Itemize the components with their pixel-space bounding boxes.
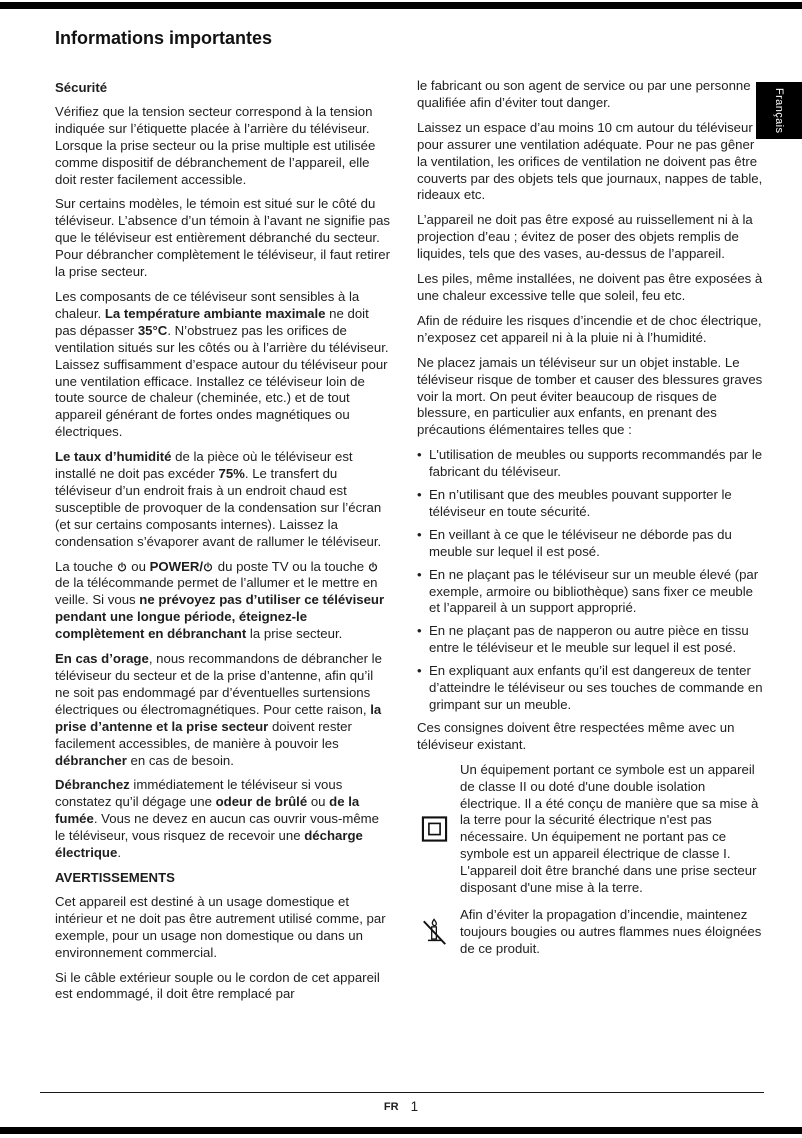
text-run: En ne plaçant pas le téléviseur sur un meuble élevé (par exemple, armoire ou bibliothèque) sans fixer ce meuble et l’appareil à un support approprié. (429, 566, 759, 616)
section-heading (55, 870, 391, 887)
text-run: Le taux d’humidité (55, 449, 172, 465)
text-run: , nous recommandons de débrancher le téléviseur du secteur et de la prise d’antenne, afin qu’il ne soit pas endommagé par d’éventuelles surtensions électriques ou électromagnétiques. Pour cette raison, (55, 651, 382, 717)
text-run: immédiatement le téléviseur si vous constatez qu’il dégage une (55, 777, 343, 810)
paragraph (417, 212, 764, 263)
text-run: Si le câble extérieur souple ou le cordon de cet appareil est endommagé, il doit être remplacé par (55, 969, 380, 1002)
bullet-marker: • (417, 623, 422, 639)
text-run: de la télécommande permet de l’allumer et le mettre en veille. Si vous (55, 575, 378, 608)
text-run: débrancher (55, 752, 127, 768)
page-title: Informations importantes (55, 28, 273, 48)
text-run: Un équipement portant ce symbole est un appareil de classe II ou doté d'une double isolation électrique. Il a été conçu de manière que sa mise à la terre pour la sécurité électrique n'est pas nécessaire. Un équipement ne portant pas ce symbole est un appareil électrique de classe I. L'appareil doit être branché dans une prise secteur disposant d'une mise à la terre. (460, 761, 759, 896)
bullet-item (417, 447, 764, 481)
double-insulation-icon (417, 815, 451, 843)
bottom-rule-bar (0, 1127, 802, 1134)
text-run: Cet appareil est destiné à un usage domestique et intérieur et ne doit pas être autrement utilisé comme, par exemple, pour un usage non domestique ou dans un environnement commercial. (55, 893, 386, 960)
text-run: ne prévoyez pas d’utiliser ce téléviseur pendant une longue période, éteignez-le complètement en débranchant (55, 592, 385, 642)
text-run: En n’utilisant que des meubles pouvant supporter le téléviseur en toute sécurité. (429, 487, 732, 519)
bullet-marker: • (417, 526, 422, 542)
bullet-text (429, 447, 764, 481)
footer-rule (40, 1092, 764, 1093)
text-run: Les composants de ce téléviseur sont sensibles à la chaleur. (55, 288, 360, 321)
text-run: de la pièce où le téléviseur est installé ne doit pas excéder (55, 449, 353, 482)
paragraph (55, 559, 391, 644)
power-icon (203, 560, 214, 571)
text-run: Ces consignes doivent être respectées même avec un téléviseur existant. (417, 719, 735, 752)
no-open-flames-icon (417, 918, 451, 946)
text-run: Afin de réduire les risques d’incendie et de choc électrique, n’exposez cet appareil ni à la pluie ni à l’humidité. (417, 312, 762, 345)
paragraph (460, 762, 764, 897)
bullet-text (429, 663, 764, 714)
section-heading (55, 80, 391, 97)
paragraph (55, 970, 391, 1004)
paragraph (417, 271, 764, 305)
text-run: AVERTISSEMENTS (55, 869, 175, 885)
text-run: odeur de brûlé (215, 794, 308, 810)
power-icon (117, 560, 128, 571)
text-run: . Le transfert du téléviseur d’un endroit frais à un endroit chaud est susceptible de provoquer de la condensation sur l’écran (et sur certains composants internes). Laissez la condensation s’évaporer avant de rallumer le téléviseur. (55, 466, 382, 549)
content-columns (55, 78, 764, 1011)
power-icon (368, 560, 379, 571)
right-column (417, 78, 764, 1011)
text-run: décharge électrique (55, 828, 363, 861)
bullet-text (429, 527, 764, 561)
text-run: doivent rester facilement accessibles, de manière à pouvoir les (55, 718, 352, 751)
text-run: Ne placez jamais un téléviseur sur un objet instable. Le téléviseur risque de tomber et causer des blessures graves voir la mort. On peut éviter beaucoup de risques de blessure, en particulier aux enfants, en prenant des précautions élémentaires telles que : (417, 354, 763, 438)
text-run: Débranchez (55, 777, 130, 793)
text-run: le fabricant ou son agent de service ou par une personne qualifiée afin d’éviter tout danger. (417, 78, 751, 110)
text-run: du poste TV ou la touche (214, 558, 368, 574)
footer (0, 1098, 802, 1116)
text-run: En veillant à ce que le téléviseur ne déborde pas du meuble sur lequel il est posé. (429, 526, 732, 559)
bullet-item (417, 487, 764, 521)
paragraph (460, 907, 764, 958)
text-run: La température ambiante maximale (104, 305, 326, 321)
text-run: ou (307, 794, 330, 810)
paragraph (55, 196, 391, 281)
left-column (55, 78, 391, 1011)
bullet-text (429, 487, 764, 521)
text-run: ou (127, 558, 150, 574)
text-run: POWER/ (149, 558, 204, 574)
paragraph (417, 313, 764, 347)
text-run: Vérifiez que la tension secteur correspond à la tension indiquée sur l’étiquette placée à l’arrière du téléviseur. Lorsque la prise secteur ou la prise multiple est utilisée comme dispositif de débranchement de l’appareil, elle doit rester facilement accessible. (55, 103, 376, 187)
text-run: En ne plaçant pas de napperon ou autre pièce en tissu entre le téléviseur et le meuble sur lequel il est posé. (429, 623, 749, 656)
text-run: 35°C (137, 322, 168, 338)
bullet-marker: • (417, 447, 422, 463)
paragraph (417, 78, 764, 112)
bullet-item (417, 567, 764, 618)
footer-page-number: 1 (410, 1099, 419, 1114)
bullet-text (429, 567, 764, 618)
text-run: 75% (218, 466, 245, 482)
bullet-marker: • (417, 663, 422, 679)
text-run: La touche (55, 558, 117, 574)
bullet-item (417, 623, 764, 657)
paragraph (417, 120, 764, 205)
text-run: Les piles, même installées, ne doivent pas être exposées à une chaleur excessive telle que soleil, feu etc. (417, 271, 763, 303)
text-run: Laissez un espace d’au moins 10 cm autour du téléviseur pour assurer une ventilation adéquate. Pour ne pas gêner la ventilation, les orifices de ventilation ne doivent pas être couverts par des objets tels que journaux, nappes de table, rideaux etc. (417, 119, 763, 203)
symbol-note (417, 907, 764, 958)
bullet-item (417, 527, 764, 561)
text-run: . (117, 845, 121, 861)
bullet-text (429, 623, 764, 657)
footer-language-code: FR (383, 1101, 399, 1113)
paragraph (417, 720, 764, 754)
paragraph (55, 104, 391, 189)
paragraph (55, 777, 391, 862)
bullet-marker: • (417, 487, 422, 503)
text-run: L’appareil ne doit pas être exposé au ruissellement ni à la projection d’eau ; évitez de poser des objets remplis de liquides, tels que des vases, au-dessus de l’appareil. (417, 212, 753, 262)
text-run: la prise d’antenne et la prise secteur (55, 701, 382, 734)
bullet-item (417, 663, 764, 714)
text-run: Sécurité (55, 80, 108, 95)
text-run: . N’obstruez pas les orifices de ventilation situés sur les côtés ou à l’arrière du téléviseur. Laissez suffisamment d’espace autour du téléviseur pour une ventilation efficace. Installez ce téléviseur loin de toute source de chaleur (cheminée, etc.) et de tout appareil générant de fortes ondes magnétiques ou électriques. (55, 322, 389, 440)
text-run: Afin d’éviter la propagation d’incendie, maintenez toujours bougies ou autres flammes nues éloignées de ce produit. (460, 906, 762, 956)
text-run: en cas de besoin. (126, 752, 234, 768)
text-run: En expliquant aux enfants qu’il est dangereux de tenter d’atteindre le téléviseur ou ses touches de commande en grimpant sur un meuble. (429, 663, 763, 712)
text-run: Sur certains modèles, le témoin est situé sur le côté du téléviseur. L’absence d’un témoin à l’avant ne signifie pas que le téléviseur est entièrement débranché du secteur. Pour débrancher complètement le téléviseur, il faut retirer la prise secteur. (55, 196, 391, 280)
paragraph (55, 651, 391, 769)
symbol-note (417, 762, 764, 897)
bullet-marker: • (417, 566, 422, 582)
paragraph (55, 289, 391, 441)
text-run: la prise secteur. (246, 626, 343, 642)
top-rule-bar (0, 2, 802, 9)
text-run: ne doit pas dépasser (55, 305, 369, 338)
text-run: L'utilisation de meubles ou supports recommandés par le fabricant du téléviseur. (429, 447, 763, 480)
paragraph (417, 355, 764, 440)
paragraph (55, 894, 391, 962)
text-run: En cas d’orage (55, 651, 149, 667)
paragraph (55, 449, 391, 550)
text-run: de la fumée (55, 794, 360, 827)
language-tab-label: Français (773, 87, 785, 134)
text-run: . Vous ne devez en aucun cas ouvrir vous-même le téléviseur, vous risquez de recevoir une (55, 811, 379, 844)
